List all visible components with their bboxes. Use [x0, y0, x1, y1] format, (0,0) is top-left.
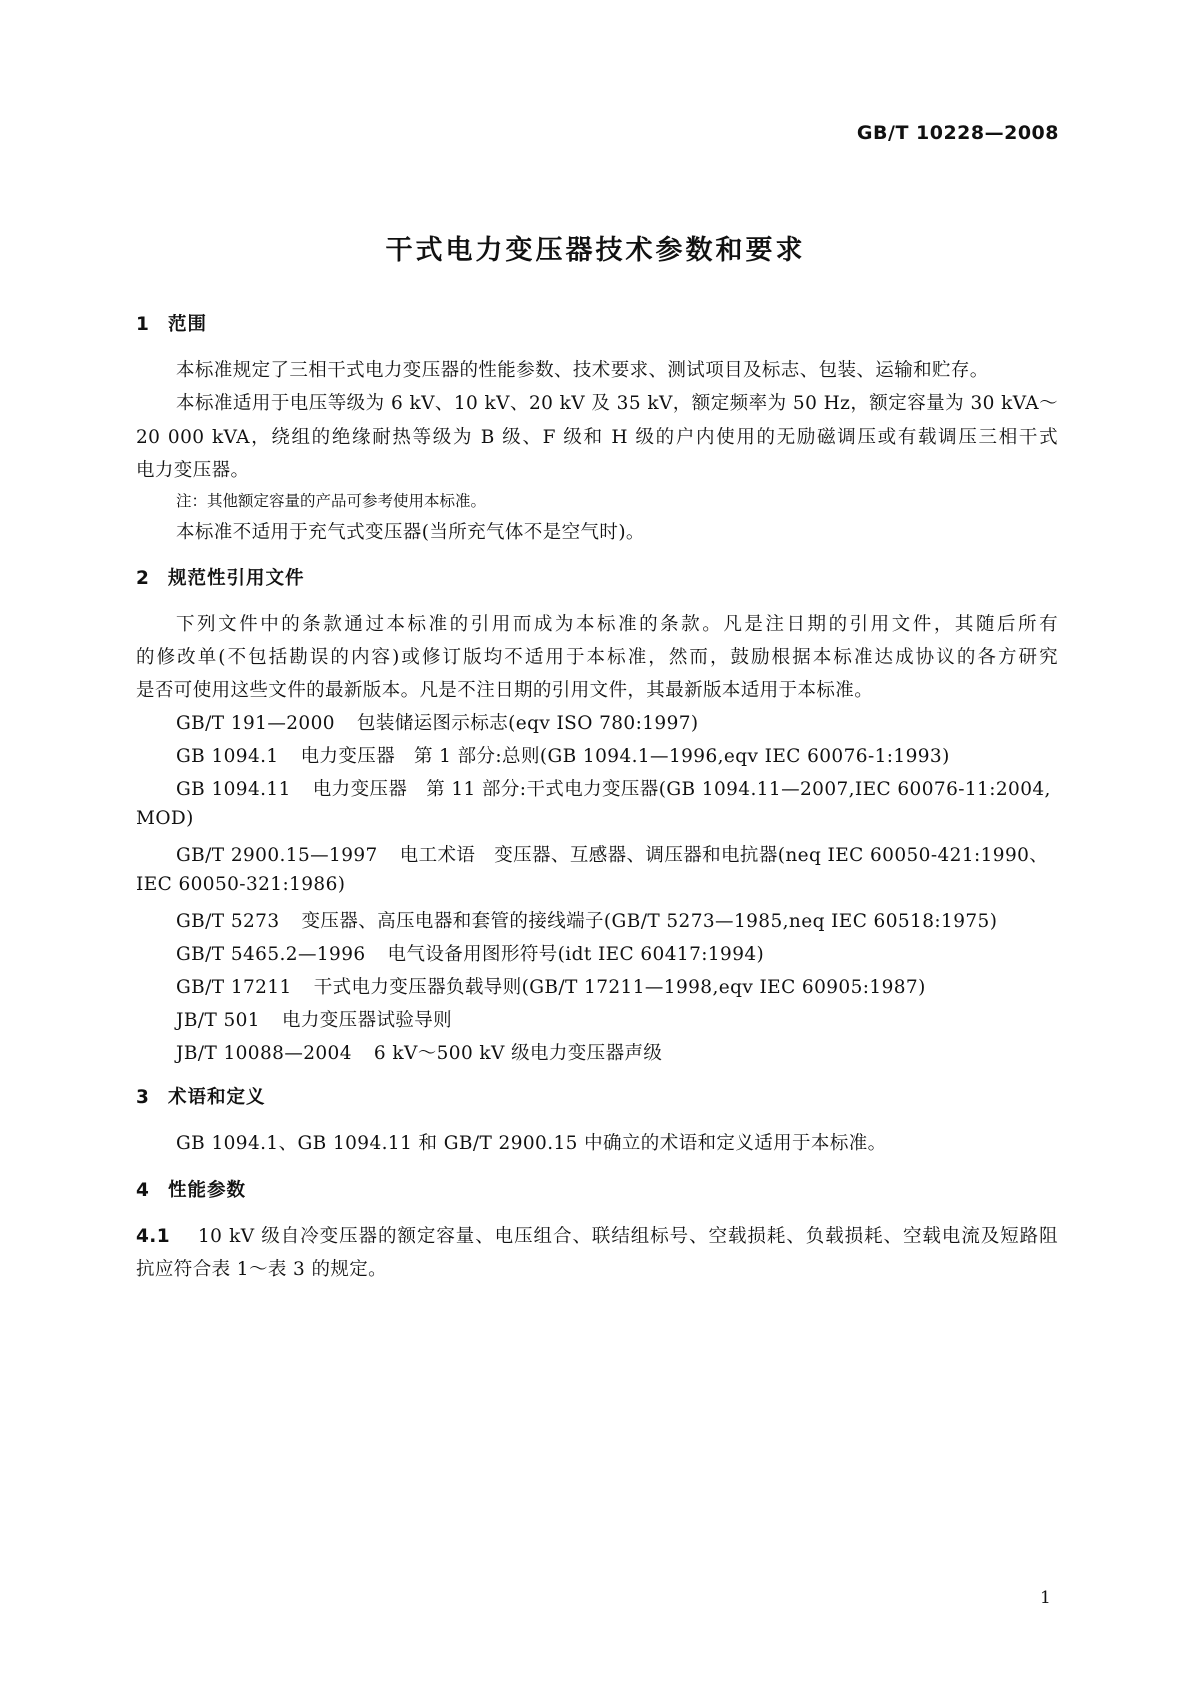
section-title: 范围 [168, 314, 208, 335]
reference-code: JB/T 10088—2004 [176, 1043, 352, 1064]
reference-continuation: MOD) [136, 808, 194, 829]
reference-title: 电力变压器 第 11 部分:干式电力变压器(GB 1094.11—2007,IEC 60076-11:2004, [312, 779, 1051, 800]
section-4-heading [136, 1176, 246, 1202]
reference-code: GB/T 2900.15—1997 [176, 845, 378, 866]
section-1-heading [136, 310, 207, 336]
reference-item [176, 742, 950, 768]
reference-title: 电气设备用图形符号(idt IEC 60417:1994) [387, 944, 765, 965]
reference-item [176, 973, 926, 999]
reference-code: GB/T 191—2000 [176, 713, 335, 734]
paragraph-text: 抗应符合表 1～表 3 的规定。 [136, 1259, 388, 1280]
reference-code: GB 1094.1 [176, 746, 279, 767]
paragraph-text: GB 1094.1、GB 1094.11 和 GB/T 2900.15 中确立的术语和定义适用于本标准。 [176, 1133, 887, 1154]
reference-title: 电力变压器试验导则 [281, 1010, 453, 1031]
reference-code: GB 1094.11 [176, 779, 291, 800]
reference-title: 包装储运图示标志(eqv ISO 780:1997) [356, 713, 699, 734]
section-number: 2 [136, 568, 150, 589]
reference-item [176, 841, 1048, 867]
paragraph-text: 20 000 kVA，绕组的绝缘耐热等级为 B 级、F 级和 H 级的户内使用的无励磁调压或有载调压三相干式 [136, 427, 1058, 448]
paragraph-text: 本标准不适用于充气式变压器(当所充气体不是空气时)。 [176, 522, 645, 543]
reference-title: 变压器、高压电器和套管的接线端子(GB/T 5273—1985,neq IEC 60518:1975) [301, 911, 998, 932]
section-title: 性能参数 [168, 1180, 247, 1201]
paragraph-text: 是否可使用这些文件的最新版本。凡是不注日期的引用文件，其最新版本适用于本标准。 [136, 680, 874, 701]
paragraph-text: 电力变压器。 [136, 460, 250, 481]
section-number: 3 [136, 1087, 150, 1108]
page-number: 1 [1040, 1588, 1051, 1608]
clause-number: 4.1 [136, 1226, 170, 1247]
section-title: 规范性引用文件 [168, 568, 305, 589]
reference-code: GB/T 5273 [176, 911, 280, 932]
document-number: GB/T 10228—2008 [856, 122, 1059, 144]
paragraph-text: 下列文件中的条款通过本标准的引用而成为本标准的条款。凡是注日期的引用文件，其随后所有 [176, 614, 1058, 635]
reference-code: JB/T 501 [176, 1010, 260, 1031]
section-3-heading [136, 1083, 266, 1109]
page-title: 干式电力变压器技术参数和要求 [385, 235, 806, 266]
paragraph-text: 本标准规定了三相干式电力变压器的性能参数、技术要求、测试项目及标志、包装、运输和贮存。 [176, 360, 989, 381]
clause-text: 10 kV 级自冷变压器的额定容量、电压组合、联结组标号、空载损耗、负载损耗、空载电流及短路阻 [197, 1226, 1058, 1247]
reference-title: 6 kV～500 kV 级电力变压器声级 [373, 1043, 663, 1064]
reference-item [176, 907, 997, 933]
section-number: 1 [136, 314, 150, 335]
reference-item [176, 709, 699, 735]
reference-item [176, 1039, 662, 1065]
reference-item [176, 1006, 452, 1032]
reference-code: GB/T 5465.2—1996 [176, 944, 366, 965]
reference-code: GB/T 17211 [176, 977, 292, 998]
reference-item [176, 775, 1051, 801]
reference-title: 干式电力变压器负载导则(GB/T 17211—1998,eqv IEC 60905:1987) [313, 977, 926, 998]
reference-continuation: IEC 60050-321:1986) [136, 874, 346, 895]
section-title: 术语和定义 [168, 1087, 266, 1108]
note-text: 注：其他额定容量的产品可参考使用本标准。 [176, 492, 487, 510]
paragraph-text: 本标准适用于电压等级为 6 kV、10 kV、20 kV 及 35 kV，额定频率为 50 Hz，额定容量为 30 kVA～ [176, 393, 1058, 414]
reference-title: 电力变压器 第 1 部分:总则(GB 1094.1—1996,eqv IEC 60076-1:1993) [300, 746, 950, 767]
reference-title: 电工术语 变压器、互感器、调压器和电抗器(neq IEC 60050-421:1990、 [399, 845, 1049, 866]
clause-4-1 [136, 1222, 1058, 1248]
paragraph-text: 的修改单(不包括勘误的内容)或修订版均不适用于本标准，然而，鼓励根据本标准达成协议的各方研究 [136, 647, 1058, 668]
section-2-heading [136, 564, 305, 590]
reference-item [176, 940, 764, 966]
section-number: 4 [136, 1180, 150, 1201]
